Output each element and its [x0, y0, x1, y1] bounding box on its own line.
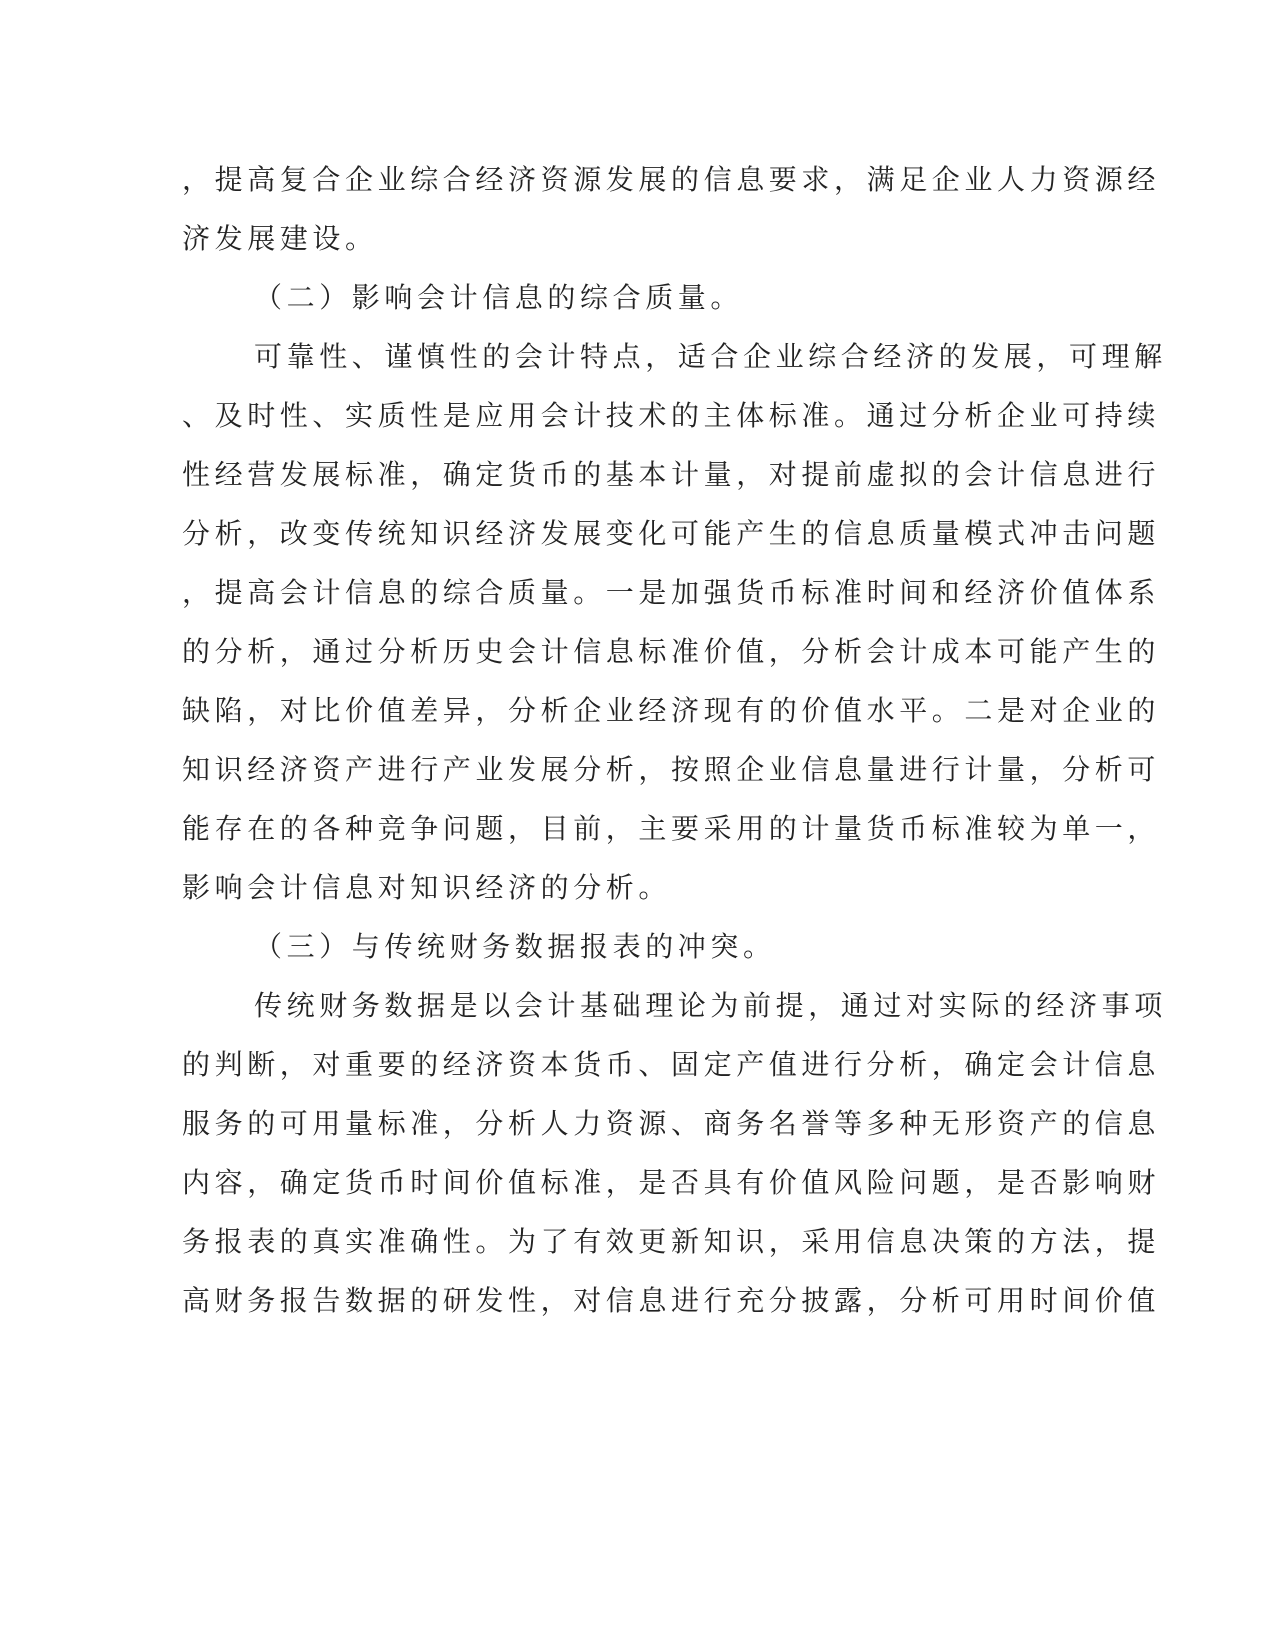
- paragraph-line: 、及时性、实质性是应用会计技术的主体标准。通过分析企业可持续: [182, 399, 1161, 432]
- paragraph-line: 高财务报告数据的研发性，对信息进行充分披露，分析可用时间价值: [182, 1284, 1161, 1317]
- paragraph-line: 知识经济资产进行产业发展分析，按照企业信息量进行计量，分析可: [182, 753, 1161, 786]
- paragraph-line: 分析，改变传统知识经济发展变化可能产生的信息质量模式冲击问题: [182, 517, 1161, 550]
- paragraph-line: 能存在的各种竞争问题，目前，主要采用的计量货币标准较为单一，: [182, 812, 1161, 845]
- paragraph-line: ，提高会计信息的综合质量。一是加强货币标准时间和经济价值体系: [182, 576, 1161, 609]
- section-heading: （二）影响会计信息的综合质量。: [254, 281, 744, 314]
- paragraph-line: 性经营发展标准，确定货币的基本计量，对提前虚拟的会计信息进行: [182, 458, 1161, 491]
- paragraph-line: 传统财务数据是以会计基础理论为前提，通过对实际的经济事项: [254, 989, 1167, 1022]
- paragraph-line: 的判断，对重要的经济资本货币、固定产值进行分析，确定会计信息: [182, 1048, 1161, 1081]
- paragraph-line: ，提高复合企业综合经济资源发展的信息要求，满足企业人力资源经: [182, 163, 1161, 196]
- paragraph-line: 的分析，通过分析历史会计信息标准价值，分析会计成本可能产生的: [182, 635, 1161, 668]
- paragraph-line: 内容，确定货币时间价值标准，是否具有价值风险问题，是否影响财: [182, 1166, 1161, 1199]
- section-heading: （三）与传统财务数据报表的冲突。: [254, 930, 776, 963]
- paragraph-line: 济发展建设。: [182, 222, 378, 255]
- paragraph-line: 可靠性、谨慎性的会计特点，适合企业综合经济的发展，可理解: [254, 340, 1167, 373]
- paragraph-line: 服务的可用量标准，分析人力资源、商务名誉等多种无形资产的信息: [182, 1107, 1161, 1140]
- paragraph-line: 务报表的真实准确性。为了有效更新知识，采用信息决策的方法，提: [182, 1225, 1161, 1258]
- paragraph-line: 缺陷，对比价值差异，分析企业经济现有的价值水平。二是对企业的: [182, 694, 1161, 727]
- paragraph-line: 影响会计信息对知识经济的分析。: [182, 871, 672, 904]
